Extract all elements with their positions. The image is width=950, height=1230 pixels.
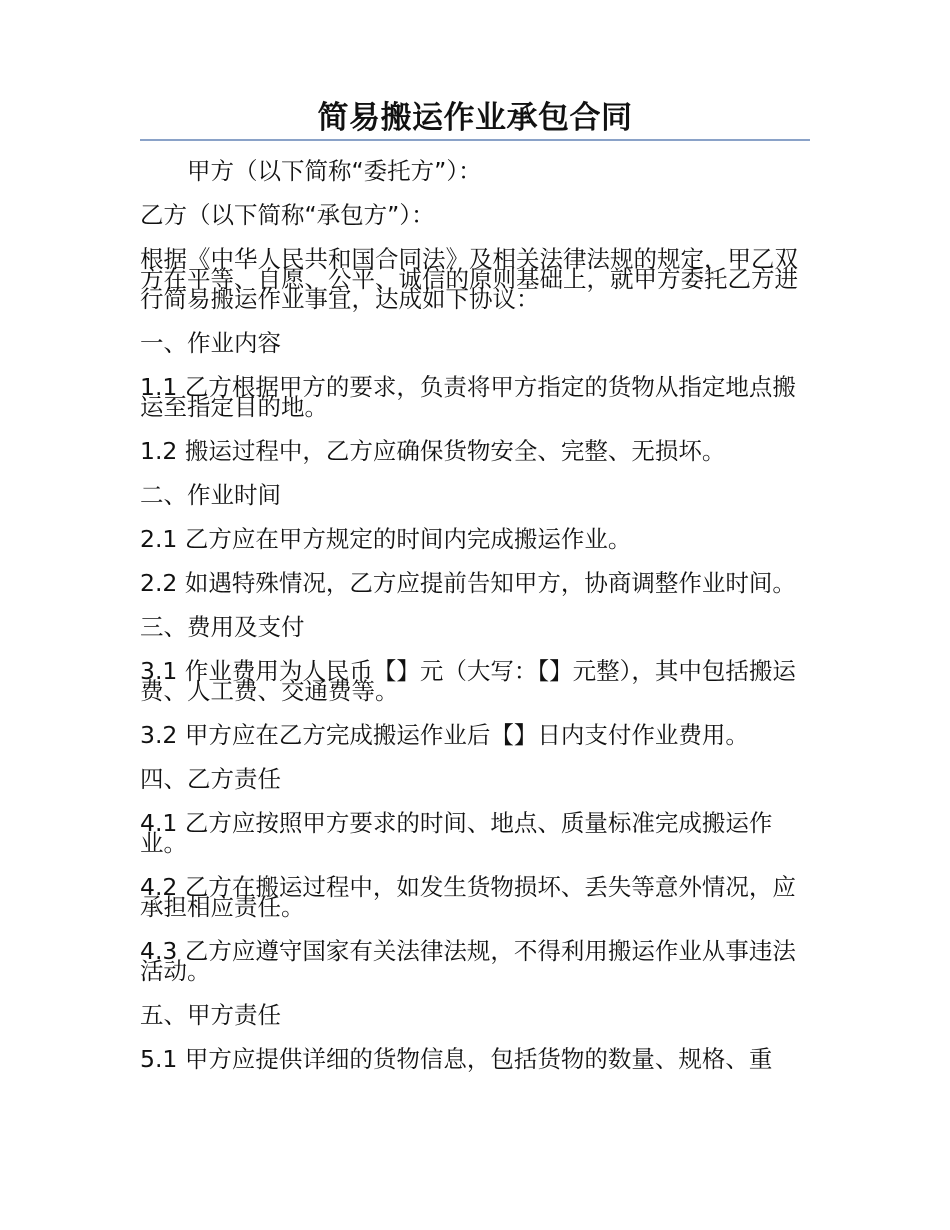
clause-2-2: 2.2 如遇特殊情况，乙方应提前告知甲方，协商调整作业时间。 [140, 569, 796, 597]
party-b-line: 乙方（以下简称“承包方”）： [140, 201, 435, 229]
clause-1-2: 1.2 搬运过程中，乙方应确保货物安全、完整、无损坏。 [140, 437, 726, 465]
section-heading-5: 五、甲方责任 [140, 1001, 281, 1029]
clause-4-3: 4.3 乙方应遵守国家有关法律法规，不得利用搬运作业从事违法活动。 [140, 937, 796, 985]
clause-1-1: 1.1 乙方根据甲方的要求，负责将甲方指定的货物从指定地点搬运至指定目的地。 [140, 373, 796, 421]
party-a-line: 甲方（以下简称“委托方”）： [187, 157, 482, 185]
section-heading-1: 一、作业内容 [140, 329, 281, 357]
document-title: 简易搬运作业承包合同 [317, 100, 633, 136]
clause-3-2: 3.2 甲方应在乙方完成搬运作业后【】日内支付作业费用。 [140, 721, 749, 749]
clause-3-1: 3.1 作业费用为人民币【】元（大写：【】元整），其中包括搬运费、人工费、交通费等。 [140, 657, 796, 705]
section-heading-4: 四、乙方责任 [140, 765, 281, 793]
section-heading-2: 二、作业时间 [140, 481, 281, 509]
clause-4-2: 4.2 乙方在搬运过程中，如发生货物损坏、丢失等意外情况，应承担相应责任。 [140, 873, 796, 921]
clause-4-1: 4.1 乙方应按照甲方要求的时间、地点、质量标准完成搬运作业。 [140, 809, 773, 857]
preamble-paragraph: 根据《中华人民共和国合同法》及相关法律法规的规定，甲乙双方在平等、自愿、公平、诚信的原则基础上，就甲方委托乙方进行简易搬运作业事宜，达成如下协议： [140, 245, 798, 313]
clause-5-1: 5.1 甲方应提供详细的货物信息，包括货物的数量、规格、重 [140, 1045, 773, 1073]
title-underline [140, 139, 810, 141]
document-body [140, 153, 810, 1085]
clause-2-1: 2.1 乙方应在甲方规定的时间内完成搬运作业。 [140, 525, 632, 553]
section-heading-3: 三、费用及支付 [140, 613, 305, 641]
